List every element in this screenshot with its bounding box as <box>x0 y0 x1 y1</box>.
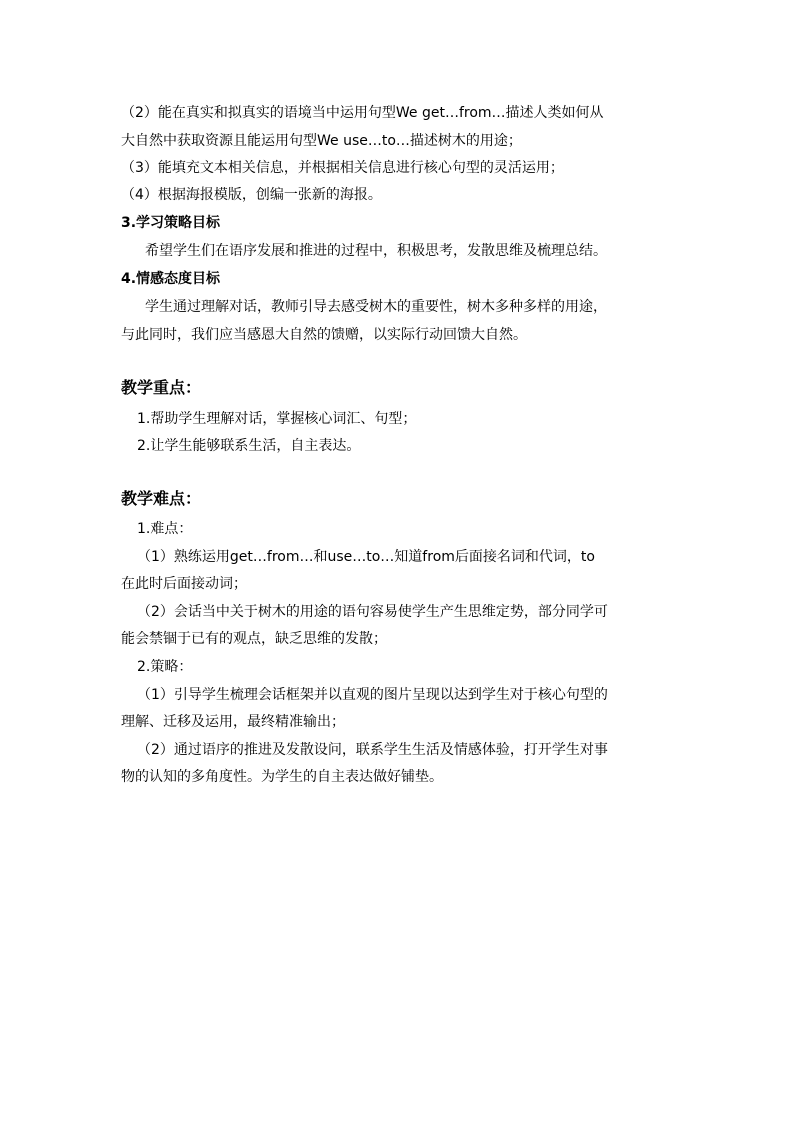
strategy-goal-text: 希望学生们在语序发展和推进的过程中，积极思考，发散思维及梳理总结。 <box>145 243 607 259</box>
strategy-item-1b: 理解、迁移及运用，最终精准输出； <box>121 714 345 730</box>
strategy-label: 2.策略： <box>137 659 193 675</box>
teaching-focus-title: 教学重点： <box>121 378 202 397</box>
strategy-goal-heading: 3.学习策略目标 <box>121 215 221 231</box>
objective-line-2a: （2）能在真实和拟真实的语境当中运用句型We get…from…描述人类如何从 <box>121 105 604 121</box>
difficulty-item-2a: （2）会话当中关于树木的用途的语句容易使学生产生思维定势，部分同学可 <box>137 604 608 620</box>
strategy-item-2b: 物的认知的多角度性。为学生的自主表达做好铺垫。 <box>121 769 443 785</box>
teaching-difficulty-title: 教学难点： <box>121 489 202 508</box>
teaching-focus-item-2: 2.让学生能够联系生活，自主表达。 <box>137 438 361 454</box>
objective-line-3: （3）能填充文本相关信息，并根据相关信息进行核心句型的灵活运用； <box>121 160 564 176</box>
emotion-goal-text-a: 学生通过理解对话，教师引导去感受树木的重要性，树木多种多样的用途， <box>145 299 607 315</box>
objective-line-4: （4）根据海报模版，创编一张新的海报。 <box>121 187 382 203</box>
strategy-item-1a: （1）引导学生梳理会话框架并以直观的图片呈现以达到学生对于核心句型的 <box>137 687 608 703</box>
emotion-goal-text-b: 与此同时，我们应当感恩大自然的馈赠，以实际行动回馈大自然。 <box>121 327 527 343</box>
difficulty-item-2b: 能会禁锢于已有的观点，缺乏思维的发散； <box>121 631 387 647</box>
objective-line-2b: 大自然中获取资源且能运用句型We use…to…描述树木的用途； <box>121 133 522 149</box>
teaching-focus-item-1: 1.帮助学生理解对话，掌握核心词汇、句型； <box>137 411 417 427</box>
difficulty-item-1b: 在此时后面接动词； <box>121 576 247 592</box>
strategy-item-2a: （2）通过语序的推进及发散设问，联系学生生活及情感体验，打开学生对事 <box>137 742 608 758</box>
emotion-goal-heading: 4.情感态度目标 <box>121 271 221 287</box>
difficulty-label: 1.难点： <box>137 521 193 537</box>
difficulty-item-1a: （1）熟练运用get…from…和use…to…知道from后面接名词和代词，to <box>137 549 595 565</box>
